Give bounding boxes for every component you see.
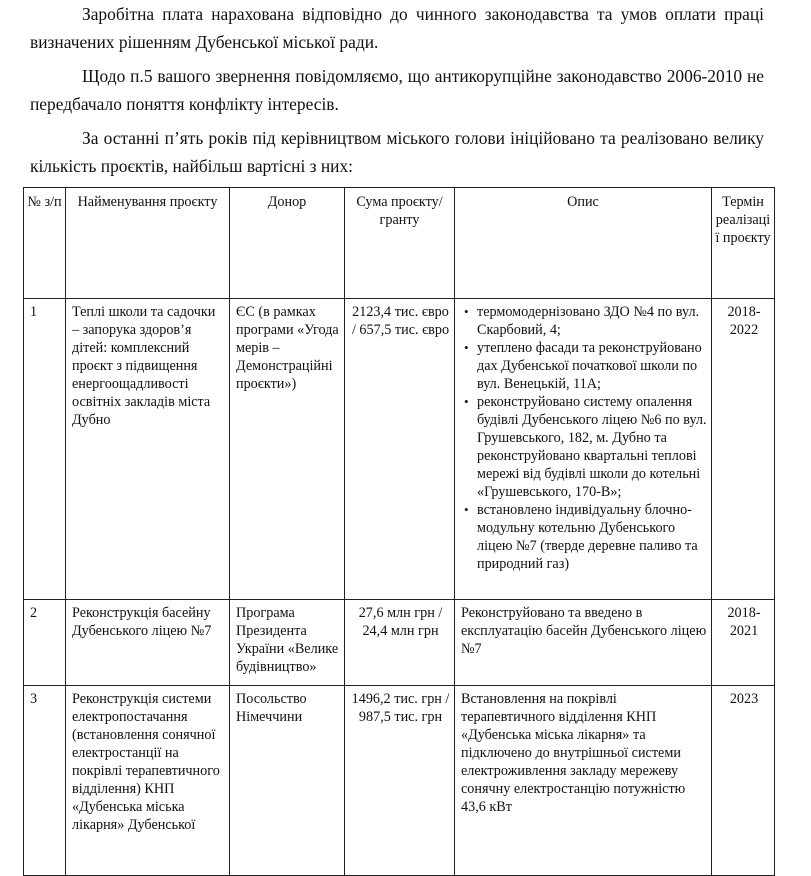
cell-amount: 2123,4 тис. євро / 657,5 тис. євро bbox=[345, 299, 455, 600]
header-number: № з/п bbox=[24, 188, 66, 299]
table-header-row bbox=[24, 188, 775, 299]
cell-amount: 27,6 млн грн / 24,4 млн грн bbox=[345, 600, 455, 686]
list-item: • реконструйовано систему опалення будівлі Дубенського ліцею №6 по вул. Грушевського, 182, м. Дубно та реконструйовано квартальні теплові мережі від будівлі школи до котельні «Грушевського, 170-В»; bbox=[477, 393, 707, 501]
header-project-name: Найменування проєкту bbox=[66, 188, 230, 299]
list-item: • термомодернізовано ЗДО №4 по вул. Скарбовий, 4; bbox=[477, 303, 707, 339]
table-row bbox=[24, 600, 775, 686]
cell-description bbox=[455, 299, 712, 600]
cell-donor: Посольство Німеччини bbox=[230, 686, 345, 876]
cell-term: 2018-2022 bbox=[712, 299, 775, 600]
header-term: Термін реалізації проєкту bbox=[712, 188, 775, 299]
cell-number: 1 bbox=[24, 299, 66, 600]
cell-description: Встановлення на покрівлі терапевтичного відділення КНП «Дубенська міська лікарня» та підключено до внутрішньої системи електроживлення закладу мережеву сонячну електростанцію потужністю 43,6 кВт bbox=[455, 686, 712, 876]
header-donor: Донор bbox=[230, 188, 345, 299]
cell-donor: Програма Президента України «Велике будівництво» bbox=[230, 600, 345, 686]
cell-project-name: Реконструкція басейну Дубенського ліцею №7 bbox=[66, 600, 230, 686]
cell-term: 2023 bbox=[712, 686, 775, 876]
header-amount: Сума проєкту/ гранту bbox=[345, 188, 455, 299]
cell-amount: 1496,2 тис. грн / 987,5 тис. грн bbox=[345, 686, 455, 876]
cell-donor: ЄС (в рамках програми «Угода мерів – Демонстраційні проєкти») bbox=[230, 299, 345, 600]
paragraph-salary: Заробітна плата нарахована відповідно до чинного законодавства та умов оплати праці визначених рішенням Дубенської міської ради. bbox=[30, 4, 764, 52]
cell-number: 2 bbox=[24, 600, 66, 686]
projects-table bbox=[23, 187, 775, 876]
description-list bbox=[461, 303, 707, 573]
paragraph-projects-intro: За останні п’ять років під керівництвом міського голови ініційовано та реалізовано велику кількість проєктів, найбільш вартісні з них: bbox=[30, 128, 764, 176]
list-item: • утеплено фасади та реконструйовано дах Дубенської початкової школи по вул. Венецькій, 11А; bbox=[477, 339, 707, 393]
table-row bbox=[24, 299, 775, 600]
paragraph-anticorruption: Щодо п.5 вашого звернення повідомляємо, що антикорупційне законодавство 2006-2010 не передбачало поняття конфлікту інтересів. bbox=[30, 66, 764, 114]
header-description: Опис bbox=[455, 188, 712, 299]
cell-project-name: Теплі школи та садочки – запорука здоров’я дітей: комплексний проєкт з підвищення енергоощадливості освітніх закладів міста Дубно bbox=[66, 299, 230, 600]
cell-project-name: Реконструкція системи електропостачання (встановлення сонячної електростанції на покрівлі терапевтичного відділення) КНП «Дубенська міська лікарня» Дубенської bbox=[66, 686, 230, 876]
cell-term: 2018-2021 bbox=[712, 600, 775, 686]
cell-description: Реконструйовано та введено в експлуатацію басейн Дубенського ліцею №7 bbox=[455, 600, 712, 686]
cell-number: 3 bbox=[24, 686, 66, 876]
list-item: • встановлено індивідуальну блочно-модульну котельню Дубенського ліцею №7 (тверде деревне паливо та природний газ) bbox=[477, 501, 707, 573]
table-row bbox=[24, 686, 775, 876]
